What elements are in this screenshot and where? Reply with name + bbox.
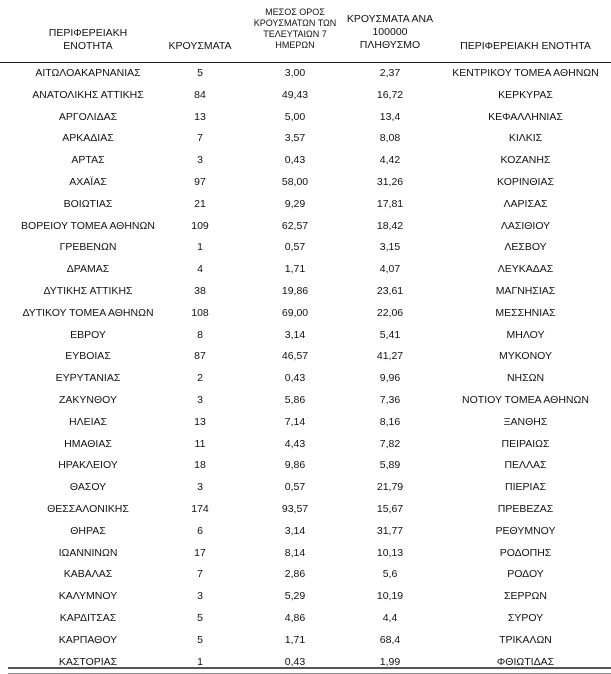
cell-regional-unit-2: ΤΡΙΚΑΛΩΝ [499, 633, 552, 646]
cell-regional-unit-2: ΛΕΣΒΟΥ [504, 241, 547, 254]
header-7day-average-line2: ΚΡΟΥΣΜΑΤΩΝ ΤΩΝ [253, 18, 337, 28]
cell-per-100k: 68,4 [379, 633, 401, 646]
cell-cases: 11 [194, 437, 206, 450]
cell-per-100k: 3,15 [379, 241, 401, 254]
cell-cases: 13 [194, 415, 206, 428]
cell-7day-average: 7,14 [284, 415, 306, 428]
cell-regional-unit-2: ΛΕΥΚΑΔΑΣ [497, 263, 554, 276]
cell-per-100k: 4,4 [382, 611, 398, 624]
cell-regional-unit-2: ΦΘΙΩΤΙΔΑΣ [496, 655, 555, 668]
table-row [0, 346, 611, 368]
cell-regional-unit-2: ΠΕΙΡΑΙΩΣ [501, 437, 550, 450]
cell-per-100k: 7,36 [379, 393, 401, 406]
cell-regional-unit-2: ΣΥΡΟΥ [507, 611, 544, 624]
cell-per-100k: 7,82 [379, 437, 401, 450]
cell-per-100k: 9,96 [379, 372, 401, 385]
cell-regional-unit: ΙΩΑΝΝΙΝΩΝ [58, 546, 118, 559]
cell-per-100k: 2,37 [379, 67, 401, 79]
cell-7day-average: 58,00 [281, 175, 309, 188]
cell-7day-average: 3,14 [284, 328, 306, 341]
cell-regional-unit-2: ΚΕΦΑΛΛΗΝΙΑΣ [488, 110, 563, 123]
table-header [0, 0, 611, 63]
cell-cases: 108 [191, 306, 209, 319]
cell-regional-unit: ΔΥΤΙΚΗΣ ΑΤΤΙΚΗΣ [43, 284, 133, 297]
cell-per-100k: 13,4 [379, 110, 401, 123]
cell-regional-unit-2: ΠΡΕΒΕΖΑΣ [497, 502, 554, 515]
table-row [0, 194, 611, 216]
cell-per-100k: 22,06 [376, 306, 404, 319]
table-row [0, 608, 611, 630]
cell-cases: 7 [197, 568, 203, 581]
header-per-100k-line3: ΠΛΗΘΥΣΜΟ [359, 39, 421, 51]
cell-cases: 7 [197, 132, 203, 145]
cell-regional-unit: ΑΧΑΪΑΣ [69, 175, 107, 188]
cell-per-100k: 5,6 [382, 568, 398, 581]
cell-regional-unit: ΑΡΓΟΛΙΔΑΣ [58, 110, 118, 123]
table-row [0, 237, 611, 259]
cell-7day-average: 2,86 [284, 568, 306, 581]
cell-regional-unit-2: ΚΟΡΙΝΘΙΑΣ [497, 175, 554, 188]
cell-per-100k: 31,77 [376, 524, 404, 537]
cell-per-100k: 8,08 [379, 132, 401, 145]
cell-cases: 3 [197, 154, 203, 167]
cell-regional-unit: ΓΡΕΒΕΝΩΝ [59, 241, 117, 254]
cell-cases: 17 [194, 546, 206, 559]
cell-cases: 5 [197, 633, 203, 646]
header-7day-average-line4: ΗΜΕΡΩΝ [275, 40, 315, 50]
cell-regional-unit-2: ΚΕΡΚΥΡΑΣ [498, 88, 553, 101]
cell-regional-unit-2: ΝΟΤΙΟΥ ΤΟΜΕΑ ΑΘΗΝΩΝ [462, 393, 589, 406]
header-per-100k-line1: ΚΡΟΥΣΜΑΤΑ ΑΝΑ [346, 13, 434, 25]
cell-regional-unit: ΕΥΒΟΙΑΣ [65, 350, 111, 363]
cell-regional-unit: ΚΑΡΔΙΤΣΑΣ [59, 611, 117, 624]
table-row [0, 390, 611, 412]
cell-7day-average: 3,14 [284, 524, 306, 537]
table-row [0, 128, 611, 150]
table-row [0, 216, 611, 238]
cell-regional-unit-2: ΞΑΝΘΗΣ [503, 415, 548, 428]
cell-regional-unit-2: ΡΟΔΟΥ [507, 568, 544, 581]
cell-per-100k: 1,99 [379, 655, 401, 668]
cell-7day-average: 49,43 [281, 88, 309, 101]
cell-per-100k: 16,72 [376, 88, 404, 101]
table-row [0, 259, 611, 281]
cell-regional-unit: ΘΑΣΟΥ [69, 481, 107, 494]
cell-cases: 8 [197, 328, 203, 341]
cell-regional-unit-2: ΜΑΓΝΗΣΙΑΣ [495, 284, 556, 297]
cell-7day-average: 69,00 [281, 306, 309, 319]
cell-7day-average: 0,57 [284, 481, 306, 494]
cell-regional-unit: ΑΡΚΑΔΙΑΣ [62, 132, 114, 145]
table-row [0, 107, 611, 129]
cell-per-100k: 15,67 [376, 502, 404, 515]
cell-regional-unit-2: ΡΕΘΥΜΝΟΥ [495, 524, 556, 537]
cell-cases: 174 [191, 502, 209, 515]
cell-cases: 3 [197, 481, 203, 494]
cell-cases: 3 [197, 590, 203, 603]
cell-cases: 18 [194, 459, 206, 472]
cell-regional-unit-2: ΚΕΝΤΡΙΚΟΥ ΤΟΜΕΑ ΑΘΗΝΩΝ [452, 67, 599, 79]
cell-7day-average: 62,57 [281, 219, 309, 232]
table-row [0, 586, 611, 608]
cell-per-100k: 41,27 [376, 350, 404, 363]
cell-7day-average: 4,43 [284, 437, 306, 450]
cell-7day-average: 8,14 [284, 546, 306, 559]
cell-cases: 1 [197, 241, 203, 254]
cell-7day-average: 5,86 [284, 393, 306, 406]
cell-regional-unit-2: ΛΑΣΙΘΙΟΥ [500, 219, 551, 232]
table-row [0, 543, 611, 565]
cell-7day-average: 1,71 [284, 263, 306, 276]
table-row [0, 368, 611, 390]
cell-7day-average: 0,43 [284, 372, 306, 385]
table-row [0, 412, 611, 434]
header-regional-unit-line1: ΠΕΡΙΦΕΡΕΙΑΚΗ [48, 27, 128, 39]
cell-regional-unit: ΑΝΑΤΟΛΙΚΗΣ ΑΤΤΙΚΗΣ [32, 88, 144, 101]
cell-cases: 2 [197, 372, 203, 385]
table-body [0, 63, 611, 673]
cell-regional-unit: ΒΟΙΩΤΙΑΣ [63, 197, 113, 210]
cell-7day-average: 0,43 [284, 655, 306, 668]
cell-per-100k: 5,89 [379, 459, 401, 472]
cell-per-100k: 31,26 [376, 175, 404, 188]
cell-regional-unit-2: ΝΗΣΩΝ [506, 372, 545, 385]
cell-cases: 87 [194, 350, 206, 363]
cell-per-100k: 17,81 [376, 197, 404, 210]
cell-7day-average: 93,57 [281, 502, 309, 515]
cell-regional-unit: ΗΜΑΘΙΑΣ [64, 437, 112, 450]
table-row [0, 63, 611, 85]
cell-cases: 84 [194, 88, 206, 101]
cell-cases: 1 [197, 655, 203, 668]
cell-regional-unit-2: ΣΕΡΡΩΝ [504, 590, 547, 603]
cell-regional-unit: ΘΗΡΑΣ [70, 524, 106, 537]
cell-regional-unit: ΚΑΛΥΜΝΟΥ [58, 590, 118, 603]
cell-per-100k: 23,61 [376, 284, 404, 297]
cell-7day-average: 0,57 [284, 241, 306, 254]
header-regional-unit [0, 27, 176, 53]
cell-regional-unit-2: ΚΙΛΚΙΣ [508, 132, 543, 145]
cell-7day-average: 3,57 [284, 132, 306, 145]
cell-7day-average: 19,86 [281, 284, 309, 297]
cell-cases: 3 [197, 393, 203, 406]
cell-7day-average: 5,00 [284, 110, 306, 123]
cell-per-100k: 10,13 [376, 546, 404, 559]
cell-per-100k: 18,42 [376, 219, 404, 232]
header-7day-average [245, 7, 345, 51]
cell-regional-unit: ΗΛΕΙΑΣ [68, 415, 107, 428]
header-per-100k [345, 13, 435, 52]
header-regional-unit-2: ΠΕΡΙΦΕΡΕΙΑΚΗ ΕΝΟΤΗΤΑ [460, 40, 591, 52]
cell-7day-average: 9,29 [284, 197, 306, 210]
cell-regional-unit: ΔΥΤΙΚΟΥ ΤΟΜΕΑ ΑΘΗΝΩΝ [22, 306, 154, 319]
header-7day-average-line3: ΤΕΛΕΥΤΑΙΩΝ 7 [263, 29, 327, 39]
cell-cases: 109 [191, 219, 209, 232]
cell-regional-unit: ΕΒΡΟΥ [70, 328, 106, 341]
table-row [0, 630, 611, 652]
cell-regional-unit: ΑΡΤΑΣ [71, 154, 105, 167]
cell-7day-average: 4,86 [284, 611, 306, 624]
cell-7day-average: 9,86 [284, 459, 306, 472]
cell-regional-unit: ΒΟΡΕΙΟΥ ΤΟΜΕΑ ΑΘΗΝΩΝ [21, 219, 155, 232]
cell-7day-average: 0,43 [284, 154, 306, 167]
table-row [0, 564, 611, 586]
cell-regional-unit: ΗΡΑΚΛΕΙΟΥ [58, 459, 118, 472]
table-row [0, 455, 611, 477]
table-row [0, 303, 611, 325]
cell-7day-average: 1,71 [284, 633, 306, 646]
table-row [0, 172, 611, 194]
cell-regional-unit-2: ΚΟΖΑΝΗΣ [500, 154, 551, 167]
table-row [0, 434, 611, 456]
cell-regional-unit-2: ΛΑΡΙΣΑΣ [503, 197, 548, 210]
cell-regional-unit: ΔΡΑΜΑΣ [66, 263, 110, 276]
cell-per-100k: 21,79 [376, 481, 404, 494]
cell-cases: 5 [197, 67, 203, 79]
header-per-100k-line2: 100000 [372, 26, 408, 38]
cell-regional-unit: ΚΑΣΤΟΡΙΑΣ [58, 655, 118, 668]
cell-per-100k: 5,41 [379, 328, 401, 341]
header-7day-average-line1: ΜΕΣΟΣ ΟΡΟΣ [265, 7, 325, 17]
cell-per-100k: 4,07 [379, 263, 401, 276]
cell-cases: 38 [194, 284, 206, 297]
table-row [0, 325, 611, 347]
cell-regional-unit: ΖΑΚΥΝΘΟΥ [58, 393, 117, 406]
table-row [0, 521, 611, 543]
cell-regional-unit-2: ΜΥΚΟΝΟΥ [498, 350, 552, 363]
cell-per-100k: 10,19 [376, 590, 404, 603]
cell-regional-unit: ΕΥΡΥΤΑΝΙΑΣ [55, 372, 121, 385]
cell-regional-unit: ΘΕΣΣΑΛΟΝΙΚΗΣ [47, 502, 129, 515]
table-row [0, 477, 611, 499]
cell-regional-unit: ΑΙΤΩΛΟΑΚΑΡΝΑΝΙΑΣ [35, 67, 141, 79]
cell-per-100k: 4,42 [379, 154, 401, 167]
cell-cases: 21 [194, 197, 206, 210]
header-regional-unit-line2: ΕΝΟΤΗΤΑ [63, 40, 113, 52]
cell-7day-average: 5,29 [284, 590, 306, 603]
cell-7day-average: 3,00 [284, 67, 306, 79]
cell-regional-unit-2: ΡΟΔΟΠΗΣ [499, 546, 552, 559]
cell-regional-unit-2: ΜΕΣΣΗΝΙΑΣ [495, 306, 556, 319]
cell-regional-unit-2: ΠΙΕΡΙΑΣ [505, 481, 546, 494]
cell-cases: 5 [197, 611, 203, 624]
table-row [0, 281, 611, 303]
table-row [0, 85, 611, 107]
cell-per-100k: 8,16 [379, 415, 401, 428]
cell-cases: 6 [197, 524, 203, 537]
table-row [0, 499, 611, 521]
cell-cases: 13 [194, 110, 206, 123]
cell-regional-unit: ΚΑΡΠΑΘΟΥ [58, 633, 118, 646]
cell-regional-unit-2: ΠΕΛΛΑΣ [504, 459, 547, 472]
cell-cases: 4 [197, 263, 203, 276]
cell-7day-average: 46,57 [281, 350, 309, 363]
cell-cases: 97 [194, 175, 206, 188]
header-cases: ΚΡΟΥΣΜΑΤΑ [168, 40, 232, 52]
cell-regional-unit: ΚΑΒΑΛΑΣ [63, 568, 113, 581]
cell-regional-unit-2: ΜΗΛΟΥ [506, 328, 545, 341]
table-row [0, 150, 611, 172]
